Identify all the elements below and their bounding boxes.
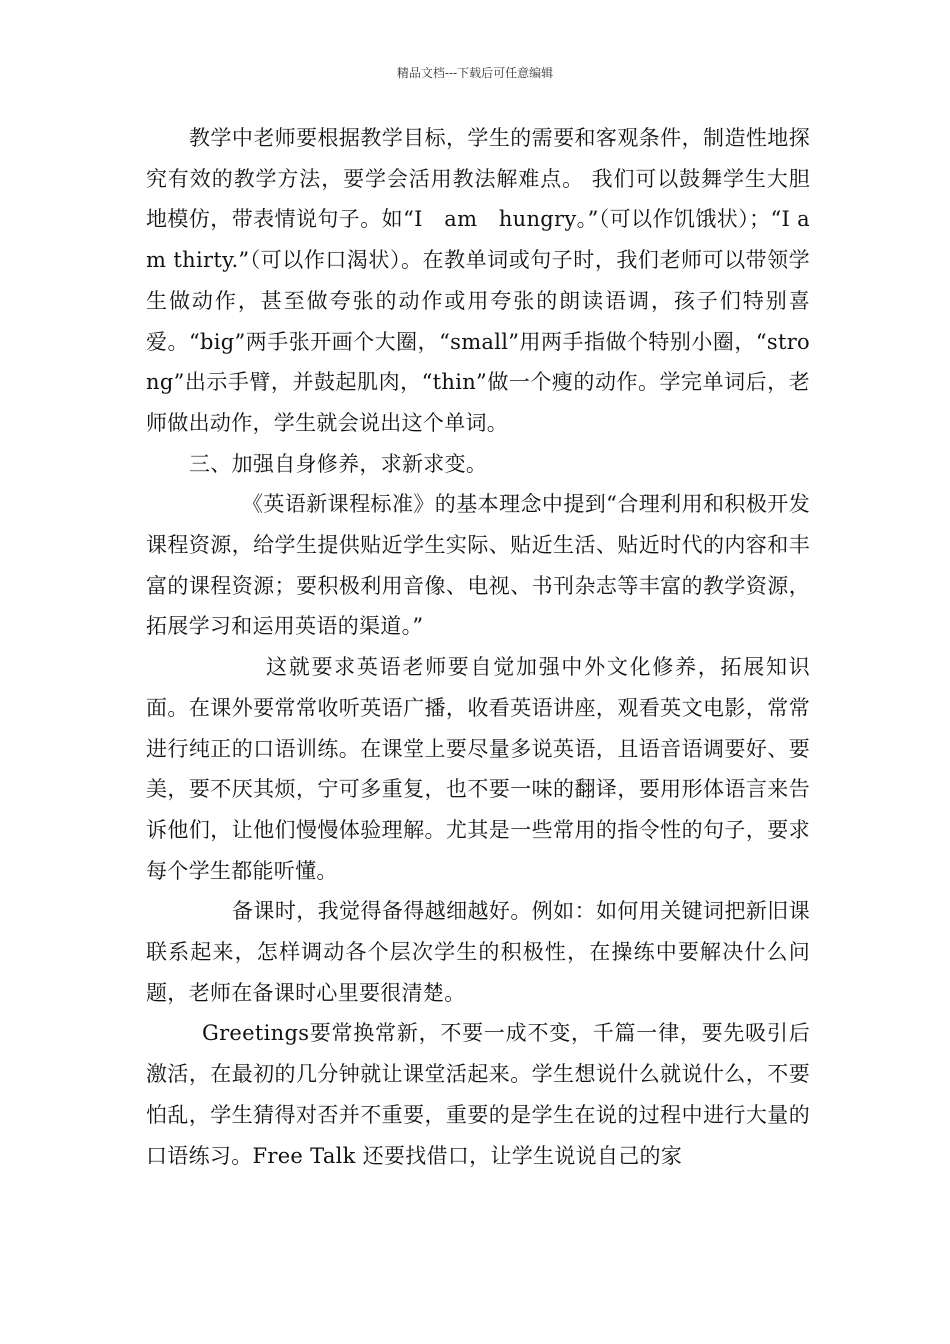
paragraph-lesson-preparation: 备课时，我觉得备得越细越好。例如：如何用关键词把新旧课联系起来，怎样调动各个层次学生的积极性，在操练中要解决什么问题，老师在备课时心里要很清楚。 bbox=[146, 899, 810, 1005]
page-header: 精品文档---下载后可任意编辑 bbox=[396, 66, 554, 80]
paragraph-teacher-cultivation: 这就要求英语老师要自觉加强中外文化修养，拓展知识面。在课外要常常收听英语广播，收看英语讲座，观看英文电影，常常进行纯正的口语训练。在课堂上要尽量多说英语，且语音语调要好、要美，要不厌其烦，宁可多重复，也不要一味的翻译，要用形体语言来告诉他们，让他们慢慢体验理解。尤其是一些常用的指令性的句子，要求每个学生都能听懂。 bbox=[146, 655, 810, 883]
section-heading-three: 三、加强自身修养，求新求变。 bbox=[189, 451, 488, 476]
paragraph-teaching-methods: 教学中老师要根据教学目标，学生的需要和客观条件，制造性地探究有效的教学方法，要学会活用教法解难点。 我们可以鼓舞学生大胆地模仿，带表情说句子。如“I am hungry。”（可以作饥饿状）；“I am thirty.”（可以作口渴状）。在教单词或句子时，我们老师可以带领学生做动作，甚至做夸张的动作或用夸张的朗读语调，孩子们特别喜爱。“big”两手张开画个大圈，“small”用两手指做个特别小圈，“strong”出示手臂，并鼓起肌肉，“thin”做一个瘦的动作。学完单词后，老师做出动作，学生就会说出这个单词。 bbox=[146, 126, 810, 435]
document-body bbox=[146, 118, 810, 1176]
paragraph-greetings: Greetings要常换常新，不要一成不变，千篇一律，要先吸引后激活，在最初的几分钟就让课堂活起来。学生想说什么就说什么，不要怕乱，学生猜得对否并不重要，重要的是学生在说的过程中进行大量的口语练习。Free Talk 还要找借口，让学生说说自己的家 bbox=[146, 1021, 810, 1168]
paragraph-curriculum-standard: 《英语新课程标准》的基本理念中提到“合理利用和积极开发课程资源，给学生提供贴近学生实际、贴近生活、贴近时代的内容和丰富的课程资源；要积极利用音像、电视、书刊杂志等丰富的教学资源，拓展学习和运用英语的渠道。” bbox=[146, 492, 810, 639]
